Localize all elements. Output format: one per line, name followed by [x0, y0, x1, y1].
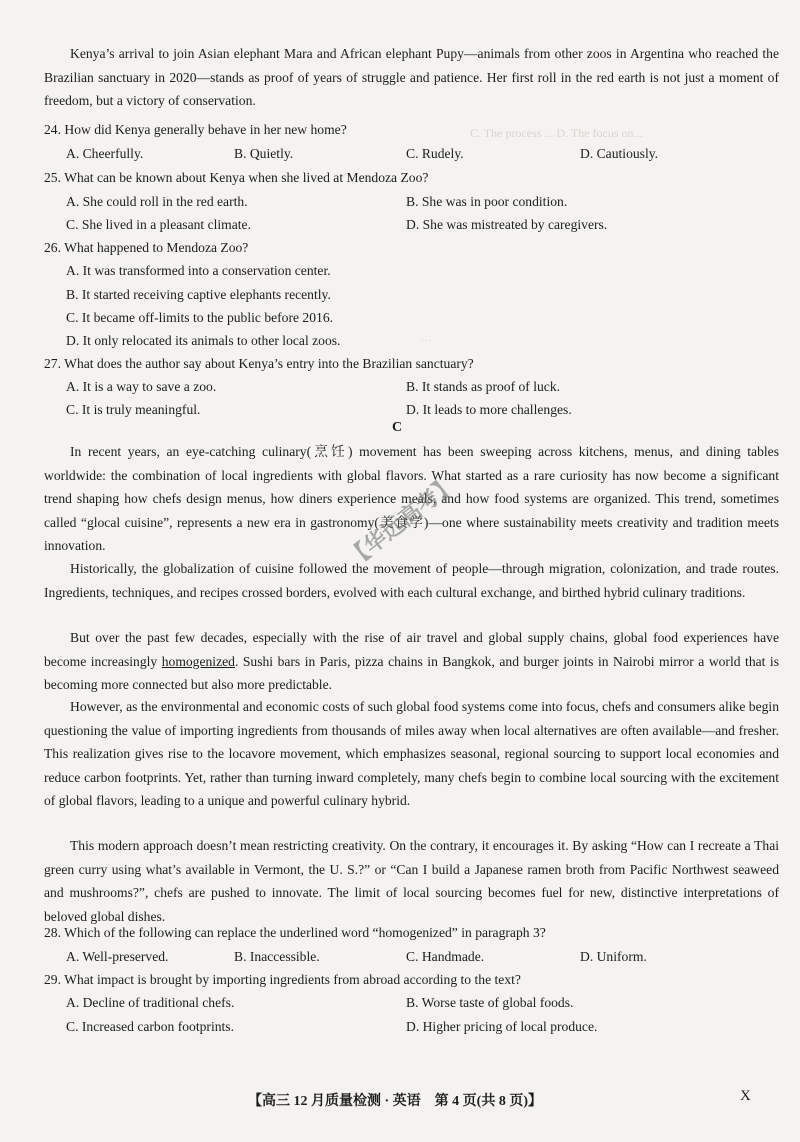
q29-option-a: A. Decline of traditional chefs. — [66, 995, 235, 1010]
q26-option-a: A. It was transformed into a conservation center. — [66, 263, 331, 278]
q25-option-d: D. She was mistreated by caregivers. — [406, 217, 608, 232]
underlined-word: homogenized — [161, 653, 235, 669]
q26-option-b: B. It started receiving captive elephants recently. — [66, 287, 331, 302]
question-24-stem: 24. How did Kenya generally behave in her new home? — [44, 122, 347, 137]
page-footer: 【高三 12 月质量检测 · 英语 第 4 页(共 8 页)】 — [248, 1094, 542, 1109]
q24-option-c: C. Rudely. — [406, 146, 464, 161]
p3-text-before: But over the past few decades, especially with the rise of air travel and global supply chains, global food experiences have become increasingly — [44, 630, 779, 669]
passage-c-paragraph-1: In recent years, an eye-catching culinary(烹饪) movement has been sweeping across kitchens, menus, and dining tables worldwide: the combination of local ingredients with global flavors. What started as a rare curiosity has now become a significant trend shaping how chefs design menus, how diners experience meals, and how food systems are organized. This trend, sometimes called “glocal cuisine”, represents a new era in gastronomy(美食学)—one where sustainability meets creativity and tradition meets innovation. — [44, 444, 779, 553]
passage-c-paragraph-4: However, as the environmental and economic costs of such global food systems come into focus, chefs and consumers alike begin questioning the value of importing ingredients from thousands of miles away when local alternatives are often available—and fresher. This realization gives rise to the locavore movement, which emphasizes seasonal, regional sourcing to support local economies and reduce carbon footprints. Yet, rather than turning inward completely, many chefs begin to combine local sourcing with the excitement of global flavors, leading to a unique and powerful culinary hybrid. — [44, 699, 779, 808]
passage-c-paragraph-3 — [44, 626, 779, 697]
question-25-stem: 25. What can be known about Kenya when she lived at Mendoza Zoo? — [44, 170, 429, 185]
q26-option-c: C. It became off-limits to the public before 2016. — [66, 310, 334, 325]
section-c-heading: C — [392, 420, 403, 435]
q25-option-a: A. She could roll in the red earth. — [66, 194, 248, 209]
passage-b-ending: Kenya’s arrival to join Asian elephant Mara and African elephant Pupy—animals from other zoos in Argentina who reached the Brazilian sanctuary in 2020—stands as proof of years of struggle and patience. Her first roll in the red earth is not just a moment of freedom, but a victory of conservation. — [44, 46, 779, 108]
question-28-stem: 28. Which of the following can replace the underlined word “homogenized” in paragraph 3? — [44, 925, 546, 940]
footer-mark: X — [740, 1088, 751, 1104]
q26-option-d: D. It only relocated its animals to other local zoos. — [66, 333, 341, 348]
q27-option-b: B. It stands as proof of luck. — [406, 379, 561, 394]
q27-option-a: A. It is a way to save a zoo. — [66, 379, 217, 394]
passage-c-paragraph-2: Historically, the globalization of cuisine followed the movement of people—through migration, colonization, and trade routes. Ingredients, techniques, and recipes crossed borders, evolved with each cultural exchange, and birthed hybrid culinary traditions. — [44, 561, 779, 600]
q24-option-a: A. Cheerfully. — [66, 146, 144, 161]
question-26-stem: 26. What happened to Mendoza Zoo? — [44, 240, 249, 255]
passage-c-paragraph-5: This modern approach doesn’t mean restricting creativity. On the contrary, it encourages it. By asking “How can I recreate a Thai green curry using what’s available in Vermont, the U. S.?” or “Can I build a Japanese ramen broth from Pacific Northwest seaweed and mushrooms?”, chefs are pushed to innovate. The limit of local sourcing becomes fuel for new, distinctive interpretations of beloved global dishes. — [44, 838, 779, 924]
watermark-stamp: 【华远高考】 — [342, 471, 462, 573]
q24-option-b: B. Quietly. — [234, 146, 294, 161]
question-27-stem: 27. What does the author say about Kenya’s entry into the Brazilian sanctuary? — [44, 356, 474, 371]
q28-option-b: B. Inaccessible. — [234, 949, 320, 964]
q27-option-c: C. It is truly meaningful. — [66, 402, 201, 417]
q25-option-b: B. She was in poor condition. — [406, 194, 568, 209]
q29-option-b: B. Worse taste of global foods. — [406, 995, 574, 1010]
q24-option-d: D. Cautiously. — [580, 146, 659, 161]
q28-option-c: C. Handmade. — [406, 949, 485, 964]
q25-option-c: C. She lived in a pleasant climate. — [66, 217, 251, 232]
q28-option-a: A. Well-preserved. — [66, 949, 169, 964]
q28-option-d: D. Uniform. — [580, 949, 647, 964]
question-29-stem: 29. What impact is brought by importing ingredients from abroad according to the text? — [44, 972, 521, 987]
bleed-through-text: … — [420, 330, 432, 344]
p3-text-after: . Sushi bars in Paris, pizza chains in Bangkok, and burger joints in Nairobi mirror a world that is becoming more connected but also more predictable. — [44, 653, 779, 692]
q27-option-d: D. It leads to more challenges. — [406, 402, 572, 417]
bleed-through-text: C. The process ... D. The focus on... — [470, 126, 643, 140]
q29-option-d: D. Higher pricing of local produce. — [406, 1019, 598, 1034]
q29-option-c: C. Increased carbon footprints. — [66, 1019, 234, 1034]
